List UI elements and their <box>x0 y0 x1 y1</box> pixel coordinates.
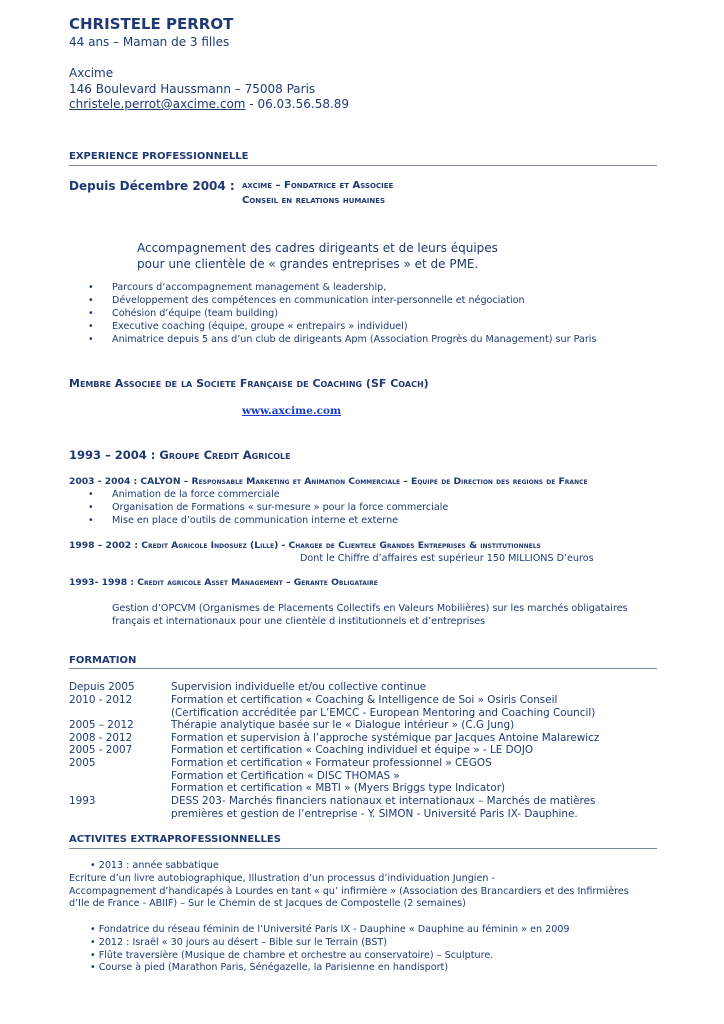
sabbatical-line: • 2013 : année sabbatique <box>90 860 219 871</box>
list-item: • Course à pied (Marathon Paris, Sénégazelle, la Parisienne en handisport) <box>90 962 449 973</box>
cam-desc-1: Gestion d’OPCVM (Organismes de Placements Collectifs en Valeurs Mobilières) sur les marchés obligataires <box>112 603 628 614</box>
list-item: • Mise en place d’outils de communication interne et externe <box>112 514 448 527</box>
cam-title: 1993- 1998 : Credit agricole Asset Management – Gerante Obligataire <box>69 577 378 588</box>
cam-desc-2: français et internationaux pour une clientèle d institutionnels et d’entreprises <box>112 616 486 627</box>
formation-rule <box>69 668 657 669</box>
extra-para-1: Ecriture d’un livre autobiographique, Illustration d’un processus d’individuation Jungien - <box>69 873 495 884</box>
company-name: Axcime <box>69 66 114 80</box>
list-item: • Animation de la force commerciale <box>112 488 448 501</box>
experience-heading: EXPERIENCE PROFESSIONNELLE <box>69 151 249 162</box>
list-item: • Cohésion d’équipe (team building) <box>112 307 596 320</box>
indosuez-title: 1998 – 2002 : Credit Agricole Indosuez (Lille) - Chargee de Clientele Grandes Entreprises & institutionnels <box>69 540 541 551</box>
membership: Membre Associee de la Societe Française de Coaching (SF Coach) <box>69 377 429 390</box>
extra-para-3: d’Ile de France - ABIIF) – Sur le Chemin de st Jacques de Compostelle (2 semaines) <box>69 898 466 909</box>
current-role-1: axcime – Fondatrice et Associee <box>242 180 394 191</box>
calyon-title: 2003 - 2004 : CALYON – Responsable Marketing et Animation Commerciale – Equipe de Direction des regions de France <box>69 476 588 487</box>
extra-heading: ACTIVITES EXTRAPROFESSIONNELLES <box>69 834 281 845</box>
list-item: • Organisation de Formations « sur-mesure » pour la force commerciale <box>112 501 448 514</box>
website-link[interactable]: www.axcime.com <box>242 405 342 417</box>
list-item: • Fondatrice du réseau féminin de l’Université Paris IX - Dauphine « Dauphine au féminin » en 2009 <box>90 924 570 935</box>
experience-rule <box>69 165 657 166</box>
candidate-subtitle: 44 ans – Maman de 3 filles <box>69 35 230 49</box>
list-item: • Executive coaching (équipe, groupe « entrepairs » individuel) <box>112 320 596 333</box>
list-item: • Animatrice depuis 5 ans d’un club de dirigeants Apm (Association Progrès du Management) sur Paris <box>112 333 596 346</box>
list-item: • Parcours d’accompagnement management & leadership, <box>112 281 596 294</box>
address: 146 Boulevard Haussmann – 75008 Paris <box>69 82 316 96</box>
indosuez-line: Dont le Chiffre d’affaires est supérieur 150 MILLIONS D’euros <box>300 553 594 564</box>
phone: - 06.03.56.58.89 <box>245 97 350 111</box>
current-role-2: Conseil en relations humaines <box>242 195 386 206</box>
intro-line-1: Accompagnement des cadres dirigeants et de leurs équipes <box>137 241 498 255</box>
list-item: • 2012 : Israël « 30 jours au désert – Bible sur le Terrain (BST) <box>90 937 388 948</box>
ca-heading: 1993 – 2004 : Groupe Credit Agricole <box>69 448 291 462</box>
intro-line-2: pour une clientèle de « grandes entreprises » et de PME. <box>137 257 479 271</box>
email-link[interactable]: christele.perrot@axcime.com <box>69 97 246 111</box>
candidate-name: CHRISTELE PERROT <box>69 15 234 33</box>
list-item: • Flûte traversière (Musique de chambre et orchestre au conservatoire) – Sculpture. <box>90 950 494 961</box>
current-date: Depuis Décembre 2004 : <box>69 179 235 193</box>
extra-para-2: Accompagnement d’handicapés à Lourdes en tant « qu’ infirmière » (Association des Brancardiers et des Infirmières <box>69 886 629 897</box>
calyon-bullets <box>88 488 448 527</box>
list-item: • Développement des compétences en communication inter-personnelle et négociation <box>112 294 596 307</box>
experience-bullets <box>88 281 596 346</box>
contact-line <box>69 97 349 111</box>
extra-rule <box>69 848 657 849</box>
formation-heading: FORMATION <box>69 655 137 666</box>
